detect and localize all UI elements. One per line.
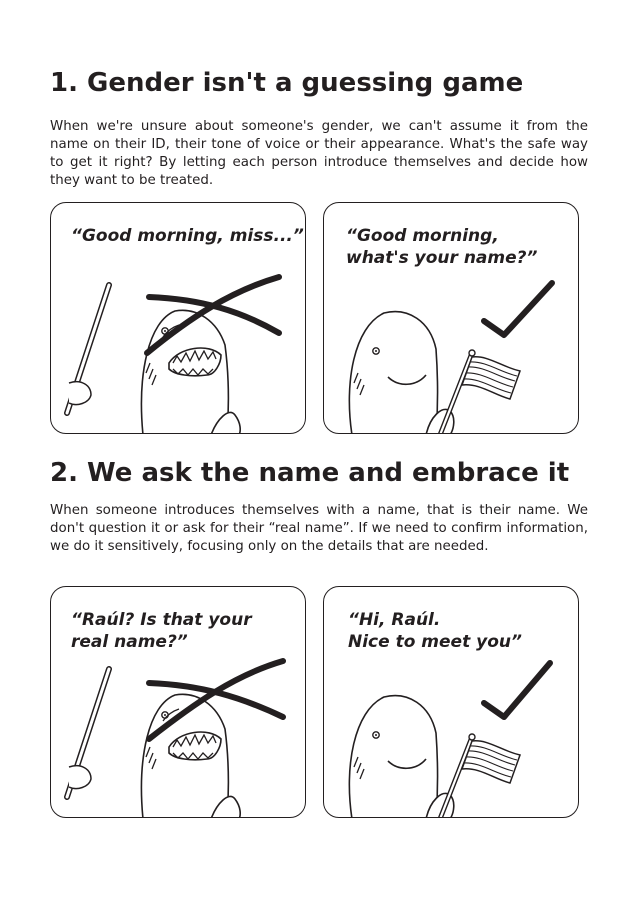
section-1-title: 1. Gender isn't a guessing game — [50, 68, 524, 98]
speech-quote: “Hi, Raúl. Nice to meet you” — [348, 610, 522, 652]
section-1-body: When we're unsure about someone's gender, we can't assume it from the name on their ID, their tone of voice or their appearance. What's the safe way to get it right? By letting each person introduce themselves and decide how they want to be treated. — [50, 119, 588, 188]
panel-right-welcome — [323, 586, 579, 818]
panel-right-greeting — [323, 202, 579, 434]
panel-wrong-greeting — [50, 202, 306, 434]
speech-quote: “Good morning, miss...” — [71, 226, 304, 246]
section-2-body: When someone introduces themselves with a name, that is their name. We don't question it or ask for their “real name”. If we need to confirm information, we do it sensitively, focusing only on the details that are needed. — [50, 503, 588, 554]
speech-quote: “Raúl? Is that your real name?” — [71, 610, 252, 652]
section-2-title: 2. We ask the name and embrace it — [50, 458, 570, 488]
speech-quote: “Good morning, what's your name?” — [346, 226, 538, 268]
panel-wrong-question — [50, 586, 306, 818]
